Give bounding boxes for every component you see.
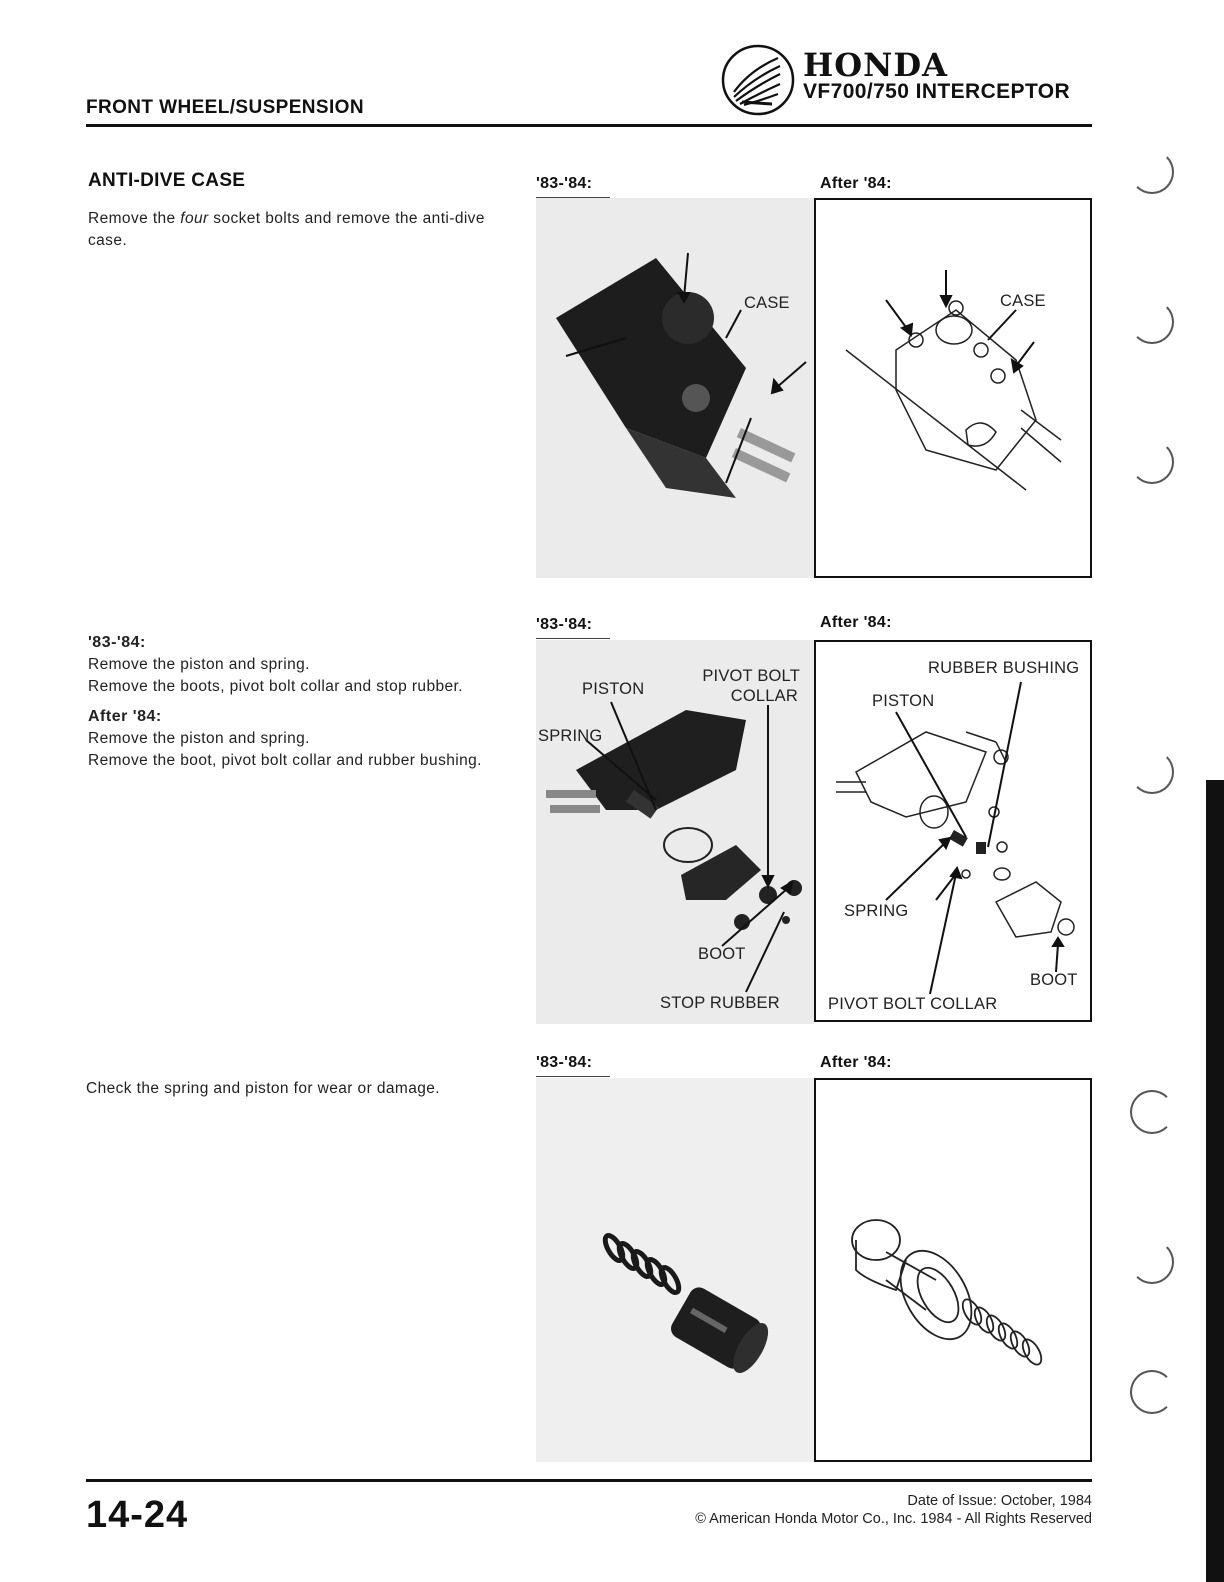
anti-dive-case-photo bbox=[536, 198, 814, 578]
callout-spring: SPRING bbox=[844, 902, 909, 920]
instruction-text: Remove the four socket bolts and remove the anti-dive case. bbox=[88, 210, 485, 249]
header-rule bbox=[86, 124, 1092, 127]
instruction-line: Remove the boot, pivot bolt collar and rubber bushing. bbox=[88, 752, 482, 769]
spring-piston-inspection-photo bbox=[536, 1078, 814, 1462]
callout-boot: BOOT bbox=[1030, 971, 1078, 989]
piston-spring-drawing bbox=[814, 640, 1092, 1022]
subheading-after-84: After '84: bbox=[88, 708, 162, 725]
subheading-83-84: '83-'84: bbox=[88, 634, 146, 651]
instructions-group bbox=[88, 632, 502, 772]
figure-label-after-84: After '84: bbox=[820, 175, 892, 192]
callout-piston: PISTON bbox=[872, 692, 935, 710]
anti-dive-case-drawing bbox=[814, 198, 1092, 578]
callout-pivot-bolt-collar: PIVOT BOLT COLLAR bbox=[828, 995, 998, 1013]
model-name: VF700/750 INTERCEPTOR bbox=[803, 80, 1071, 103]
callout-spring: SPRING bbox=[538, 727, 603, 745]
piston-spring-photo bbox=[536, 640, 814, 1024]
instruction-text: Check the spring and piston for wear or damage. bbox=[86, 1080, 440, 1097]
figure-label-83-84: '83-'84: bbox=[536, 175, 610, 198]
honda-wing-logo bbox=[720, 42, 796, 118]
section-header: FRONT WHEEL/SUSPENSION bbox=[86, 97, 364, 118]
figure-label-after-84: After '84: bbox=[820, 614, 892, 631]
callout-case: CASE bbox=[1000, 292, 1046, 310]
copyright: © American Honda Motor Co., Inc. 1984 - All Rights Reserved bbox=[695, 1511, 1092, 1527]
figure-label-after-84: After '84: bbox=[820, 1054, 892, 1071]
callout-boot: BOOT bbox=[698, 945, 746, 963]
section-title: ANTI-DIVE CASE bbox=[88, 170, 246, 191]
callout-pivot-bolt: PIVOT BOLT bbox=[702, 667, 800, 685]
callout-stop-rubber: STOP RUBBER bbox=[660, 994, 780, 1012]
spring-piston-inspection-drawing bbox=[814, 1078, 1092, 1462]
figure-label-83-84: '83-'84: bbox=[536, 616, 610, 639]
callout-case: CASE bbox=[744, 294, 790, 312]
callout-piston: PISTON bbox=[582, 680, 645, 698]
figure-label-83-84: '83-'84: bbox=[536, 1054, 610, 1077]
page-number: 14-24 bbox=[86, 1494, 189, 1536]
issue-date: Date of Issue: October, 1984 bbox=[907, 1493, 1092, 1509]
footer-rule bbox=[86, 1479, 1092, 1482]
instruction-line: Remove the piston and spring. bbox=[88, 730, 310, 747]
callout-rubber-bushing: RUBBER BUSHING bbox=[928, 659, 1080, 677]
brand-name: HONDA bbox=[803, 46, 948, 84]
callout-collar: COLLAR bbox=[730, 687, 798, 705]
instruction-line: Remove the piston and spring. bbox=[88, 656, 310, 673]
instruction-line: Remove the boots, pivot bolt collar and stop rubber. bbox=[88, 678, 463, 695]
